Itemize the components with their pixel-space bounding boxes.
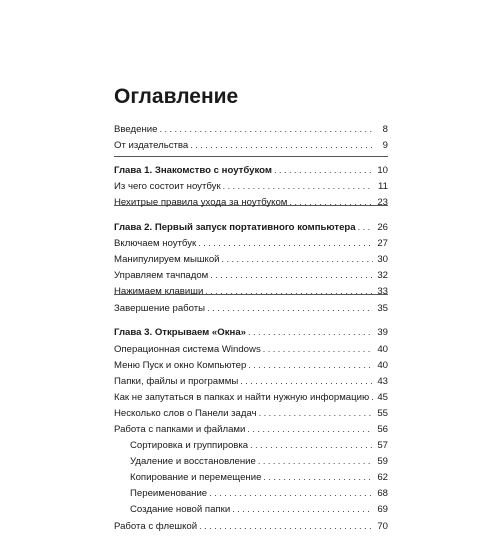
toc-entry-page: 59 bbox=[377, 456, 388, 468]
dot-leader bbox=[198, 238, 373, 248]
toc-entry bbox=[114, 303, 388, 319]
toc-entry-page: 69 bbox=[377, 504, 388, 516]
toc-entry-label: Переименование bbox=[130, 488, 208, 500]
toc-entry bbox=[114, 424, 388, 440]
toc-subentry bbox=[114, 440, 388, 456]
dot-leader bbox=[222, 254, 373, 264]
toc-entry-page: 40 bbox=[377, 343, 388, 355]
dot-leader bbox=[259, 408, 373, 418]
toc-entry-label: Включаем ноутбук bbox=[114, 238, 197, 250]
toc-entry bbox=[114, 238, 388, 254]
toc-entry bbox=[114, 270, 388, 286]
toc-entry-page: 27 bbox=[377, 238, 388, 250]
toc-entry-page: 68 bbox=[377, 488, 388, 500]
toc-subentry bbox=[114, 456, 388, 472]
toc-entry bbox=[114, 344, 388, 360]
toc-entry-label: Как не запутаться в папках и найти нужную информацию bbox=[114, 391, 370, 403]
toc-entry bbox=[114, 376, 388, 392]
toc-chapter-entry bbox=[114, 327, 388, 343]
toc-entry-page: 30 bbox=[377, 254, 388, 266]
dot-leader bbox=[210, 270, 373, 280]
toc-entry bbox=[114, 254, 388, 270]
toc-entry-page: 10 bbox=[377, 164, 388, 176]
toc-entry bbox=[114, 408, 388, 424]
dot-leader bbox=[190, 140, 373, 150]
dot-leader bbox=[247, 424, 373, 434]
dot-leader bbox=[358, 222, 373, 232]
toc-entry-label: Введение bbox=[114, 124, 158, 135]
dot-leader bbox=[199, 521, 373, 531]
dot-leader bbox=[207, 303, 373, 313]
toc-entry-label: Завершение работы bbox=[114, 302, 206, 314]
toc-entry-page: 32 bbox=[377, 270, 388, 282]
toc-entry bbox=[114, 286, 388, 302]
toc-entry-label: Из чего состоит ноутбук bbox=[114, 181, 221, 193]
table-of-contents bbox=[114, 124, 388, 537]
toc-subentry bbox=[114, 472, 388, 488]
toc-chapter-entry bbox=[114, 165, 388, 181]
toc-entry-label: Папки, файлы и программы bbox=[114, 375, 239, 387]
dot-leader bbox=[263, 472, 373, 482]
dot-leader bbox=[205, 286, 373, 296]
toc-entry-label: Работа с папками и файлами bbox=[114, 423, 246, 435]
toc-entry-page: 35 bbox=[377, 302, 388, 314]
toc-entry-label: Манипулируем мышкой bbox=[114, 254, 220, 266]
toc-entry-label: Сортировка и группировка bbox=[130, 440, 249, 452]
toc-entry bbox=[114, 360, 388, 376]
toc-entry bbox=[114, 521, 388, 537]
toc-entry-page: 33 bbox=[377, 286, 388, 298]
toc-subentry bbox=[114, 488, 388, 504]
dot-leader bbox=[232, 504, 373, 514]
toc-entry-page: 57 bbox=[377, 440, 388, 452]
dot-leader bbox=[209, 488, 373, 498]
toc-entry-page: 55 bbox=[377, 407, 388, 419]
toc-entry-label: Несколько слов о Панели задач bbox=[114, 407, 257, 419]
toc-entry-page: 45 bbox=[377, 391, 388, 403]
toc-entry bbox=[114, 181, 388, 197]
toc-entry-page: 43 bbox=[377, 375, 388, 387]
dot-leader bbox=[289, 197, 373, 207]
toc-entry-label: Глава 2. Первый запуск портативного компьютера bbox=[114, 222, 356, 234]
toc-entry-label: Нехитрые правила ухода за ноутбуком bbox=[114, 197, 288, 209]
toc-entry-label: Нажимаем клавиши bbox=[114, 286, 204, 298]
toc-entry-page: 62 bbox=[377, 472, 388, 484]
toc-entry-page: 70 bbox=[377, 520, 388, 532]
dot-leader bbox=[274, 165, 373, 175]
page-title: Оглавление bbox=[114, 85, 239, 108]
toc-entry-label: Создание новой папки bbox=[130, 504, 231, 516]
toc-entry bbox=[114, 124, 388, 140]
toc-entry-label: Операционная система Windows bbox=[114, 343, 261, 355]
dot-leader bbox=[263, 344, 373, 354]
toc-entry-label: Копирование и перемещение bbox=[130, 472, 262, 484]
dot-leader bbox=[258, 456, 373, 466]
toc-entry-label: Меню Пуск и окно Компьютер bbox=[114, 359, 247, 371]
dot-leader bbox=[223, 181, 373, 191]
toc-entry-page: 23 bbox=[377, 197, 388, 209]
toc-entry bbox=[114, 140, 388, 156]
dot-leader bbox=[240, 376, 373, 386]
toc-entry bbox=[114, 392, 388, 408]
toc-entry-page: 8 bbox=[382, 124, 388, 135]
toc-entry-page: 56 bbox=[377, 423, 388, 435]
dot-leader bbox=[248, 360, 373, 370]
toc-entry-label: От издательства bbox=[114, 140, 189, 152]
toc-chapter-entry bbox=[114, 222, 388, 238]
toc-entry-page: 39 bbox=[377, 327, 388, 339]
toc-entry-page: 9 bbox=[382, 140, 388, 152]
toc-entry-label: Глава 3. Открываем «Окна» bbox=[114, 327, 246, 339]
toc-entry-label: Удаление и восстановление bbox=[130, 456, 256, 468]
toc-entry-page: 40 bbox=[377, 359, 388, 371]
toc-entry-label: Управляем тачпадом bbox=[114, 270, 209, 282]
toc-entry-page: 26 bbox=[377, 222, 388, 234]
toc-entry-label: Глава 1. Знакомство с ноутбуком bbox=[114, 164, 273, 176]
dot-leader bbox=[250, 440, 373, 450]
toc-entry bbox=[114, 197, 388, 213]
toc-subentry bbox=[114, 504, 388, 520]
dot-leader bbox=[248, 327, 373, 337]
toc-entry-page: 11 bbox=[378, 181, 388, 193]
dot-leader bbox=[159, 124, 373, 134]
toc-entry-label: Работа с флешкой bbox=[114, 520, 198, 532]
